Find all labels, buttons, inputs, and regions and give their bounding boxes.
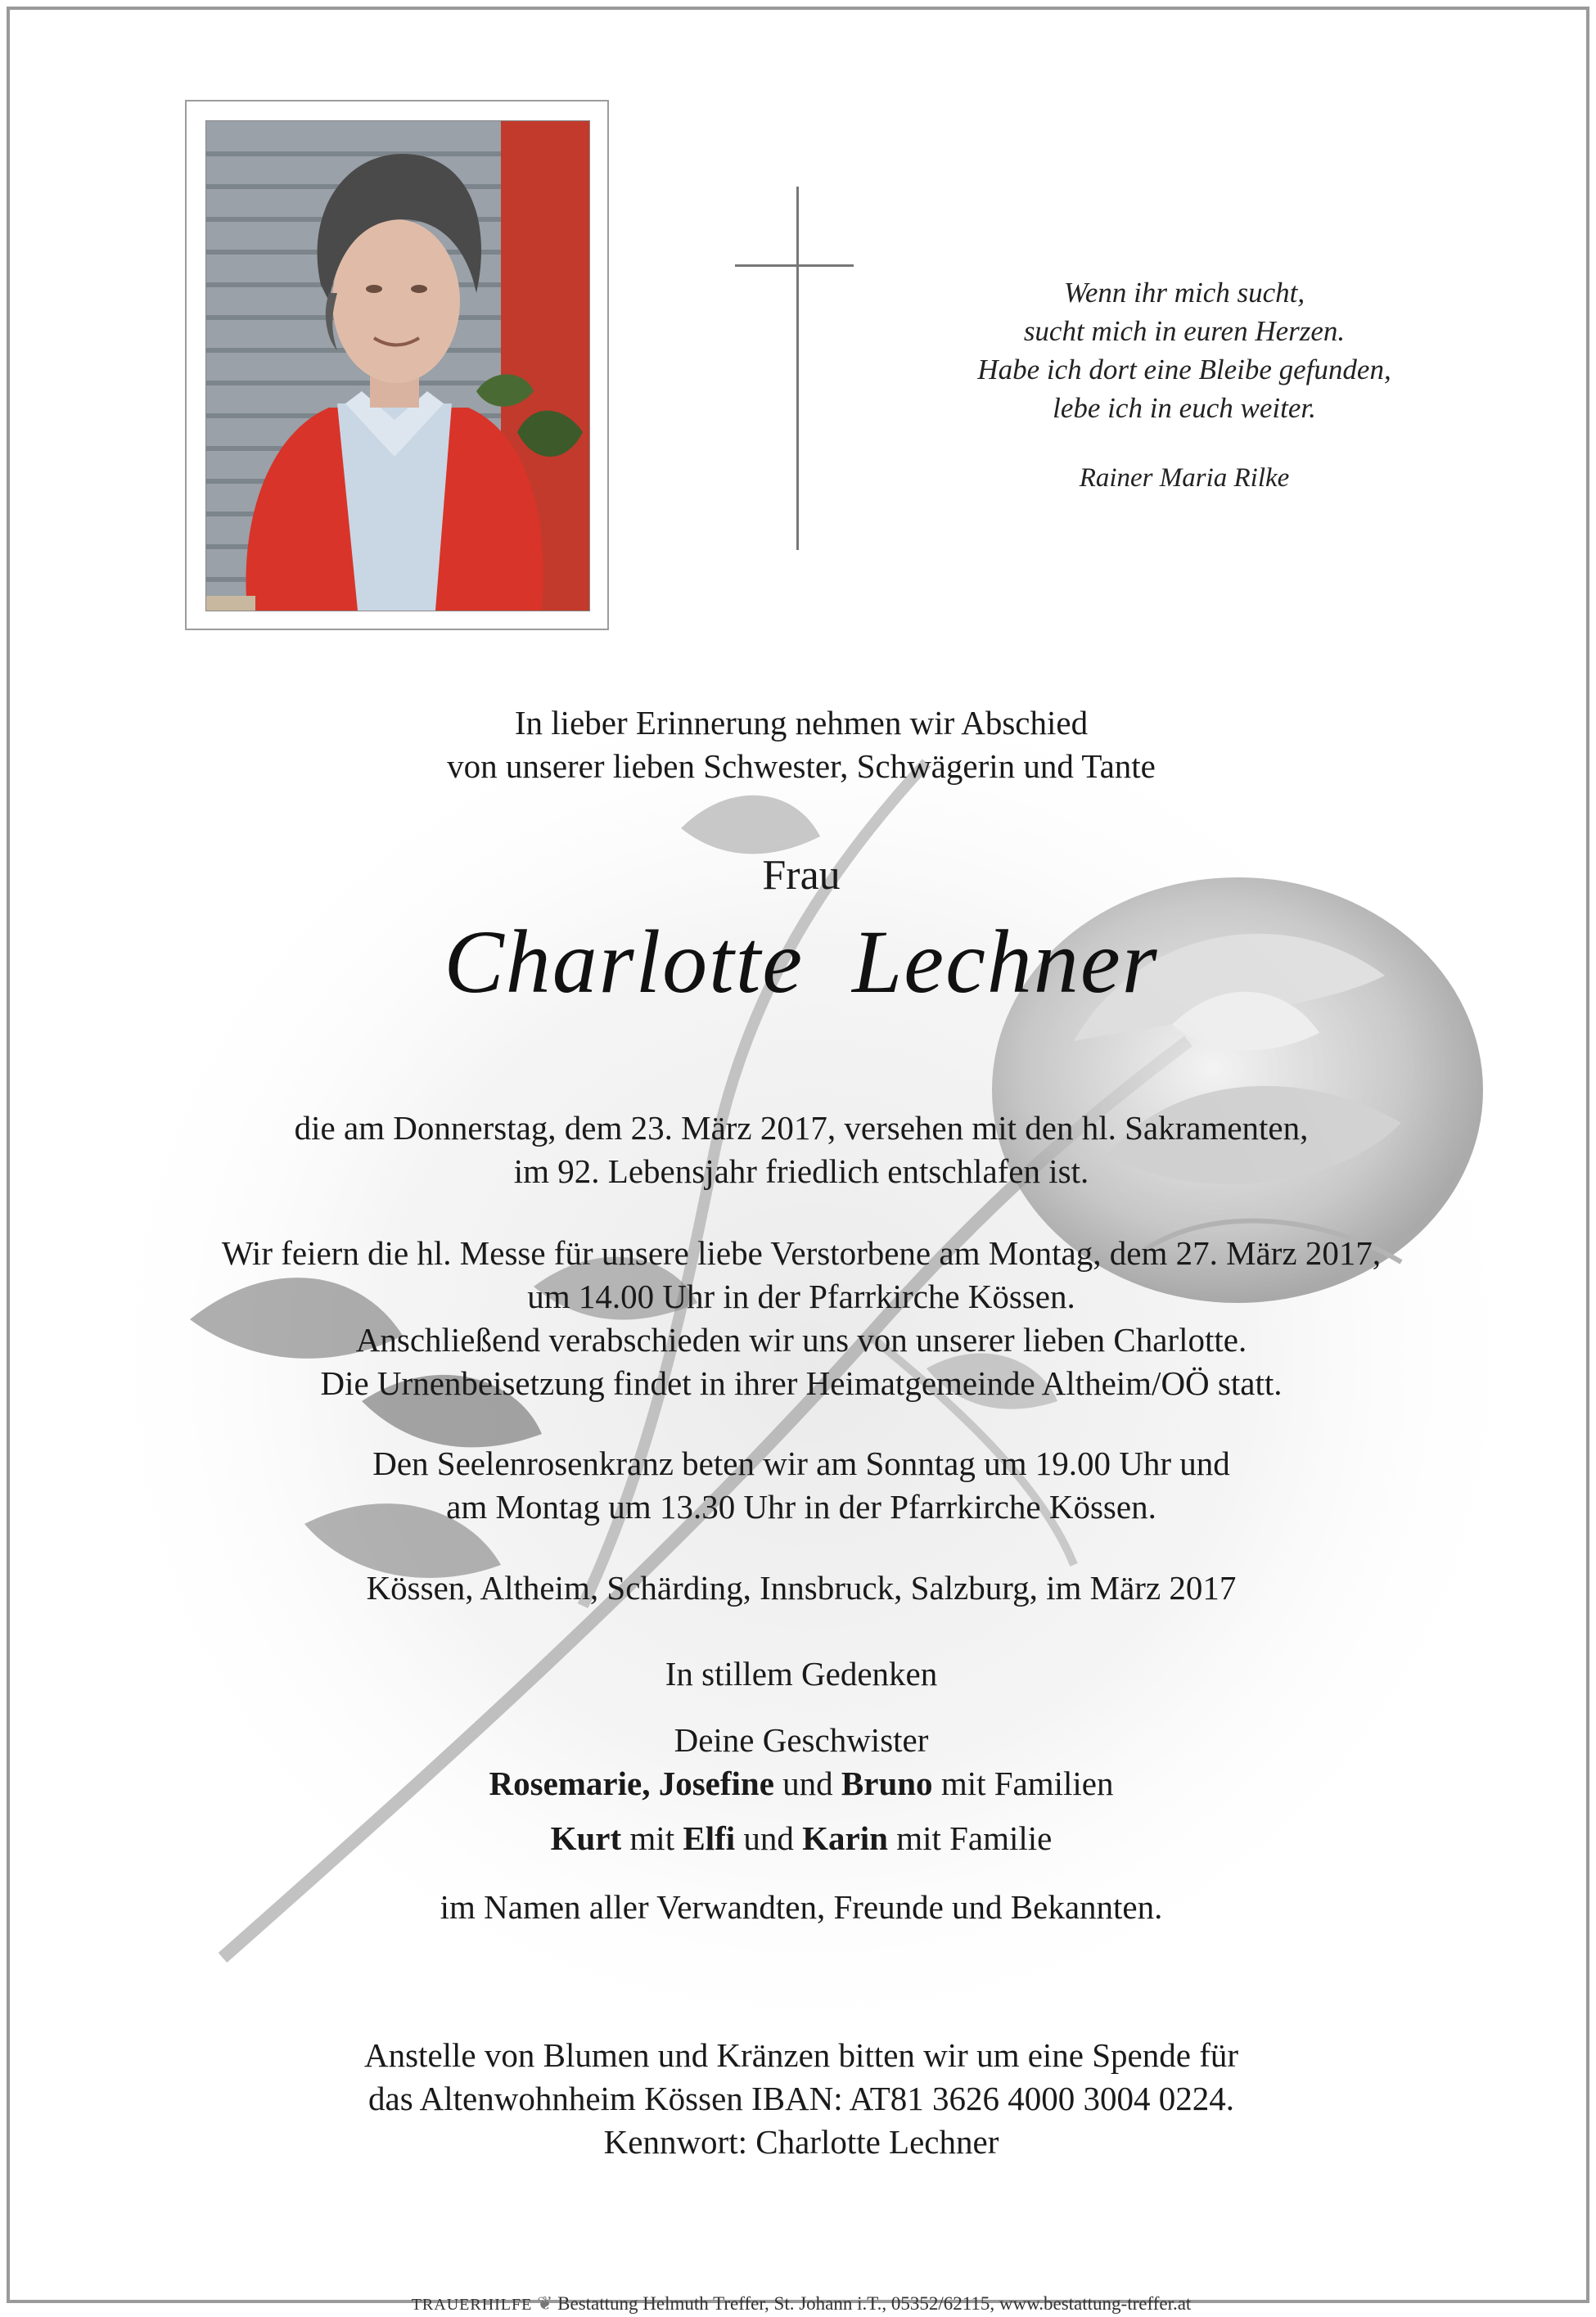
- donation-line: Anstelle von Blumen und Kränzen bitten wir um eine Spende für: [363, 2036, 1239, 2074]
- mass-line: Wir feiern die hl. Messe für unsere liebe Verstorbene am Montag, dem 27. März 2017,: [221, 1234, 1382, 1272]
- death-line: im 92. Lebensjahr friedlich entschlafen ist.: [513, 1152, 1089, 1190]
- portrait-photo: [205, 120, 590, 611]
- family-suffix: mit Familie: [887, 1819, 1053, 1857]
- intro-line: von unserer lieben Schwester, Schwägerin und Tante: [447, 747, 1156, 785]
- intro-line: In lieber Erinnerung nehmen wir Abschied: [514, 704, 1089, 742]
- conjunction: mit: [621, 1819, 683, 1857]
- conjunction: und: [735, 1819, 803, 1857]
- poem-line: Wenn ihr mich sucht,: [1063, 277, 1305, 309]
- places-date: Kössen, Altheim, Schärding, Innsbruck, Salzburg, im März 2017: [366, 1569, 1237, 1607]
- poem-author: Rainer Maria Rilke: [1079, 463, 1290, 493]
- siblings-row-2: [10, 1817, 1593, 1860]
- footer-brand: TRAUERHILFE: [411, 2296, 533, 2314]
- mass-line: um 14.00 Uhr in der Pfarrkirche Kössen.: [527, 1278, 1075, 1315]
- siblings-label: Deine Geschwister: [674, 1721, 929, 1759]
- mass-notice: [10, 1232, 1593, 1405]
- portrait-illustration: [206, 121, 589, 611]
- mass-line: Anschließend verabschieden wir uns von unserer lieben Charlotte.: [355, 1321, 1247, 1359]
- salutation: Frau: [762, 852, 841, 899]
- donation-line: Kennwort: Charlotte Lechner: [603, 2123, 999, 2161]
- poem: [853, 273, 1516, 427]
- leaf-icon: ❦: [537, 2293, 553, 2314]
- cross-horizontal: [735, 264, 854, 267]
- poem-line: sucht mich in euren Herzen.: [1023, 315, 1346, 347]
- rosary-notice: [10, 1442, 1593, 1529]
- relative-name: Kurt: [550, 1819, 622, 1857]
- relative-name: Elfi: [683, 1819, 736, 1857]
- sibling-name: Bruno: [841, 1765, 933, 1802]
- conjunction: und: [773, 1765, 841, 1802]
- death-line: die am Donnerstag, dem 23. März 2017, versehen mit den hl. Sakramenten,: [294, 1109, 1309, 1147]
- mourners-heading: In stillem Gedenken: [665, 1655, 938, 1693]
- intro-text: [10, 701, 1593, 788]
- portrait-frame: [185, 100, 609, 630]
- closing-line: im Namen aller Verwandten, Freunde und Bekannten.: [440, 1888, 1163, 1926]
- sibling-names: Rosemarie, Josefine: [489, 1765, 774, 1802]
- poem-line: Habe ich dort eine Bleibe gefunden,: [977, 354, 1391, 385]
- deceased-name: Charlotte Lechner: [444, 912, 1159, 1012]
- relative-name: Karin: [802, 1819, 888, 1857]
- rosary-line: am Montag um 13.30 Uhr in der Pfarrkirche Kössen.: [446, 1488, 1156, 1526]
- poem-line: lebe ich in euch weiter.: [1053, 392, 1316, 424]
- footer: [10, 2292, 1593, 2317]
- obituary-card: [7, 7, 1589, 2314]
- siblings-row-1: [10, 1762, 1593, 1805]
- donation-notice: [10, 2034, 1593, 2164]
- donation-line: das Altenwohnheim Kössen IBAN: AT81 3626 4000 3004 0224.: [368, 2080, 1234, 2117]
- death-notice: [10, 1107, 1593, 1193]
- family-suffix: mit Familien: [932, 1765, 1114, 1802]
- mass-line: Die Urnenbeisetzung findet in ihrer Heimatgemeinde Altheim/OÖ statt.: [320, 1364, 1283, 1402]
- cross-vertical: [796, 187, 799, 550]
- rosary-line: Den Seelenrosenkranz beten wir am Sonntag um 19.00 Uhr und: [372, 1445, 1230, 1482]
- footer-text: Bestattung Helmuth Treffer, St. Johann i.T., 05352/62115, www.bestattung-treffer.at: [552, 2293, 1192, 2314]
